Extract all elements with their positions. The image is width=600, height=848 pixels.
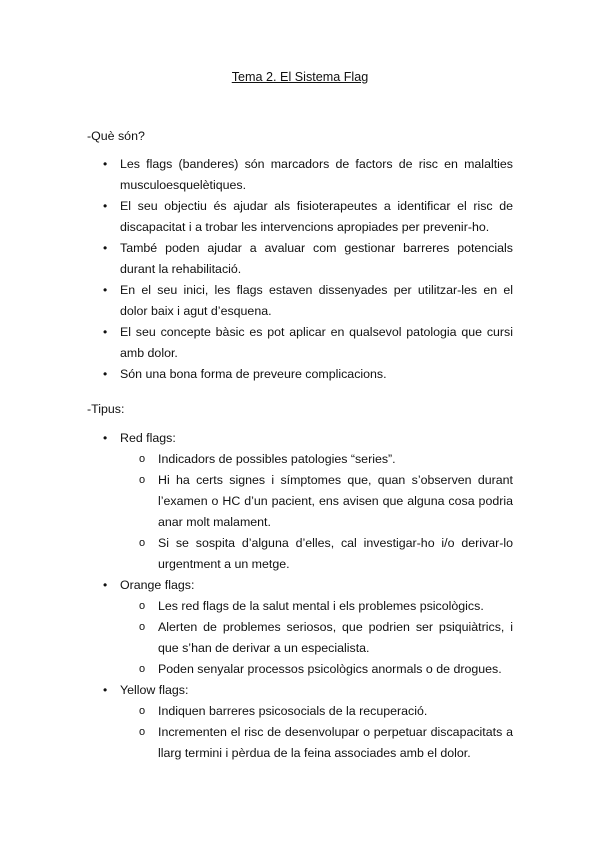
red-flags-sublist (120, 449, 513, 575)
bullet-icon: • (103, 325, 108, 339)
que-son-list (0, 154, 513, 385)
sub-list-item (139, 470, 513, 533)
sub-bullet-icon: o (139, 705, 146, 717)
flag-type-label: Orange flags: (120, 578, 195, 592)
sub-list-item (139, 533, 513, 575)
list-item (0, 364, 513, 385)
list-item-text: En el seu inici, les flags estaven dissenyades per utilitzar-les en el dolor baix i agut d’esquena. (120, 283, 513, 318)
flag-type-label: Red flags: (120, 431, 176, 445)
list-item (0, 238, 513, 280)
bullet-icon: • (103, 283, 108, 297)
bullet-icon: • (103, 367, 108, 381)
sub-bullet-icon: o (139, 726, 146, 738)
sub-bullet-icon: o (139, 474, 146, 486)
list-item (0, 196, 513, 238)
bullet-icon: • (103, 241, 108, 255)
sub-list-item (139, 617, 513, 659)
sub-bullet-icon: o (139, 600, 146, 612)
tipus-list (0, 428, 513, 764)
sub-list-item-text: Poden senyalar processos psicològics anormals o de drogues. (158, 662, 502, 676)
list-item-text: El seu concepte bàsic es pot aplicar en qualsevol patologia que cursi amb dolor. (120, 325, 513, 360)
sub-list-item-text: Indicadors de possibles patologies “series”. (158, 452, 396, 466)
sub-list-item (139, 722, 513, 764)
list-item-text: Són una bona forma de preveure complicacions. (120, 367, 387, 381)
sub-list-item-text: Alerten de problemes seriosos, que podrien ser psiquiàtrics, i que s’han de derivar a un especialista. (158, 620, 513, 655)
bullet-icon: • (103, 578, 108, 592)
bullet-icon: • (103, 683, 108, 697)
sub-list-item-text: Les red flags de la salut mental i els problemes psicològics. (158, 599, 484, 613)
list-item-text: El seu objectiu és ajudar als fisioterapeutes a identificar el risc de discapacitat i a trobar les intervencions apropiades per prevenir-ho. (120, 199, 513, 234)
list-item (0, 154, 513, 196)
list-item-text: Les flags (banderes) són marcadors de factors de risc en malalties musculoesquelètiques. (120, 157, 513, 192)
section-heading-tipus: -Tipus: (87, 402, 125, 416)
sub-list-item (139, 596, 513, 617)
sub-list-item (139, 701, 513, 722)
sub-list-item-text: Incrementen el risc de desenvolupar o perpetuar discapacitats a llarg termini i pèrdua de la feina associades amb el dolor. (158, 725, 513, 760)
flag-type-label: Yellow flags: (120, 683, 189, 697)
sub-bullet-icon: o (139, 453, 146, 465)
bullet-icon: • (103, 199, 108, 213)
list-item (0, 280, 513, 322)
bullet-icon: • (103, 157, 108, 171)
page-title: Tema 2. El Sistema Flag (231, 70, 369, 84)
sub-list-item-text: Indiquen barreres psicosocials de la recuperació. (158, 704, 428, 718)
flag-type-red (0, 428, 513, 575)
sub-list-item-text: Si se sospita d’alguna d’elles, cal investigar-ho i/o derivar-lo urgentment a un metge. (158, 536, 513, 571)
sub-bullet-icon: o (139, 621, 146, 633)
sub-list-item (139, 659, 513, 680)
list-item (0, 322, 513, 364)
sub-bullet-icon: o (139, 537, 146, 549)
yellow-flags-sublist (120, 701, 513, 764)
section-heading-que-son: -Què són? (87, 129, 145, 143)
flag-type-orange (0, 575, 513, 680)
sub-list-item-text: Hi ha certs signes i símptomes que, quan s’observen durant l’examen o HC d’un pacient, ens avisen que alguna cosa podria anar molt malament. (158, 473, 513, 529)
list-item-text: També poden ajudar a avaluar com gestionar barreres potencials durant la rehabilitació. (120, 241, 513, 276)
flag-type-yellow (0, 680, 513, 764)
orange-flags-sublist (120, 596, 513, 680)
sub-bullet-icon: o (139, 663, 146, 675)
sub-list-item (139, 449, 513, 470)
bullet-icon: • (103, 431, 108, 445)
